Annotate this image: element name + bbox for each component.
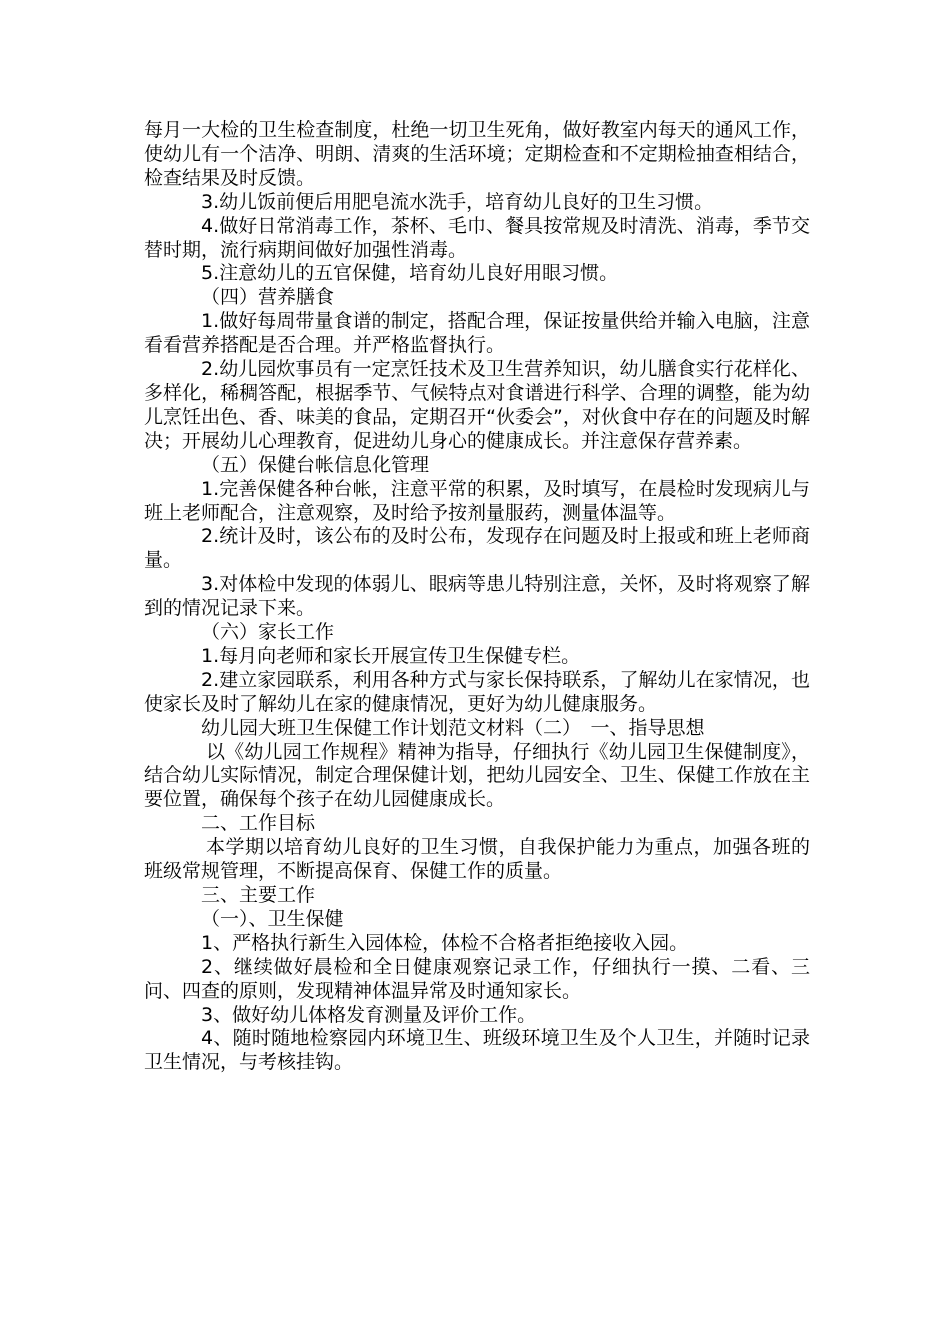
paragraph-24: 4、随时随地检察园内环境卫生、班级环境卫生及个人卫生，并随时记录卫生情况，与考核挂钩。 bbox=[144, 1027, 810, 1074]
paragraph-9: 1.完善保健各种台帐，注意平常的积累，及时填写，在晨检时发现病儿与班上老师配合，注意观察，及时给予按剂量服药，测量体温等。 bbox=[144, 477, 810, 524]
section-heading-hygiene: （一）、卫生保健 bbox=[201, 907, 344, 930]
section-heading-4: （四）营养膳食 bbox=[201, 286, 335, 309]
paragraph-23: 3、做好幼儿体格发育测量及评价工作。 bbox=[201, 1003, 537, 1026]
section-heading-goals: 二、工作目标 bbox=[201, 812, 316, 835]
paragraph-22: 2、继续做好晨检和全日健康观察记录工作，仔细执行一摸、二看、三问、四查的原则，发现精神体温异常及时通知家长。 bbox=[144, 955, 810, 1002]
paragraph-4: 5.注意幼儿的五官保健，培育幼儿良好用眼习惯。 bbox=[201, 262, 619, 285]
paragraph-6: 1.做好每周带量食谱的制定，搭配合理，保证按量供给并输入电脑，注意看看营养搭配是否合理。并严格监督执行。 bbox=[144, 310, 810, 357]
paragraph-18: 本学期以培育幼儿良好的卫生习惯，自我保护能力为重点，加强各班的班级常规管理，不断提高保育、保健工作的质量。 bbox=[144, 836, 810, 883]
paragraph-10: 2.统计及时，该公布的及时公布，发现存在问题及时上报或和班上老师商量。 bbox=[144, 525, 810, 572]
section-heading-5: （五）保健台帐信息化管理 bbox=[201, 453, 430, 476]
paragraph-13: 1.每月向老师和家长开展宣传卫生保健专栏。 bbox=[201, 644, 581, 667]
paragraph-7: 2.幼儿园炊事员有一定烹饪技术及卫生营养知识，幼儿膳食实行花样化、多样化，稀稠答配，根据季节、气候特点对食谱进行科学、合理的调整，能为幼儿烹饪出色、香、味美的食品，定期召开“伙委会”，对伙食中存在的问题及时解决；开展幼儿心理教育，促进幼儿身心的健康成长。并注意保存营养素。 bbox=[144, 358, 810, 452]
section-heading-main-work: 三、主要工作 bbox=[201, 884, 316, 906]
section-heading-6: （六）家长工作 bbox=[201, 621, 335, 644]
paragraph-11: 3.对体检中发现的体弱儿、眼病等患儿特别注意，关怀，及时将观察了解到的情况记录下来。 bbox=[144, 573, 810, 620]
paragraph-21: 1、严格执行新生入园体检，体检不合格者拒绝接收入园。 bbox=[201, 931, 689, 954]
paragraph-3: 4.做好日常消毒工作，茶杯、毛巾、餐具按常规及时清洗、消毒，季节交替时期，流行病期间做好加强性消毒。 bbox=[144, 214, 810, 261]
document-title-2: 幼儿园大班卫生保健工作计划范文材料（二） 一、指导思想 bbox=[201, 716, 705, 739]
paragraph-2: 3.幼儿饭前便后用肥皂流水洗手，培育幼儿良好的卫生习惯。 bbox=[201, 190, 714, 213]
paragraph-14: 2.建立家园联系，利用各种方式与家长保持联系，了解幼儿在家情况，也使家长及时了解幼儿在家的健康情况，更好为幼儿健康服务。 bbox=[144, 668, 810, 715]
paragraph-1: 每月一大检的卫生检查制度，杜绝一切卫生死角，做好教室内每天的通风工作，使幼儿有一个洁净、明朗、清爽的生活环境；定期检查和不定期检抽查相结合，检查结果及时反馈。 bbox=[144, 119, 810, 189]
document-body bbox=[144, 119, 810, 1075]
paragraph-16: 以《幼儿园工作规程》精神为指导，仔细执行《幼儿园卫生保健制度》，结合幼儿实际情况，制定合理保健计划，把幼儿园安全、卫生、保健工作放在主要位置，确保每个孩子在幼儿园健康成长。 bbox=[144, 740, 810, 811]
